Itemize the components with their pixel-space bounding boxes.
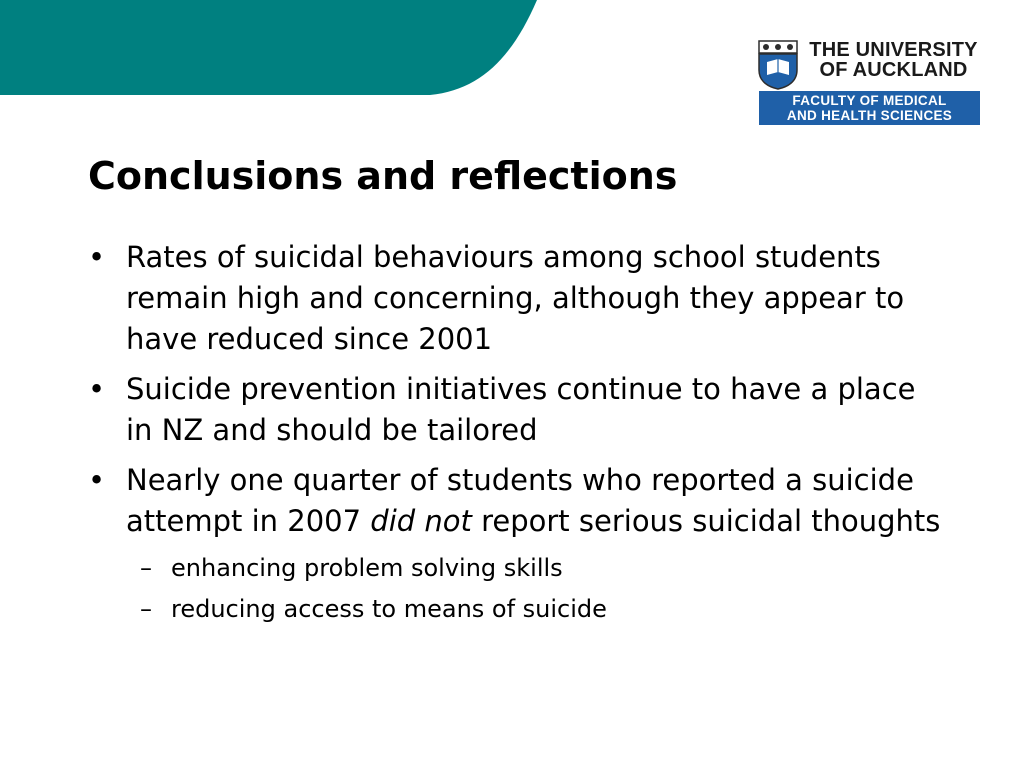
faculty-name-line2: AND HEALTH SCIENCES xyxy=(786,108,953,123)
sub-bullet-text: enhancing problem solving skills xyxy=(171,554,563,582)
header-teal-band xyxy=(0,0,540,95)
sub-bullet-marker: – xyxy=(140,595,152,623)
university-name-line1: THE UNIVERSITY xyxy=(809,39,978,61)
sub-bullet-text: reducing access to means of suicide xyxy=(171,595,607,623)
faculty-name-line1: FACULTY OF MEDICAL xyxy=(792,93,947,108)
bullet-text-emphasis: did not xyxy=(370,504,472,538)
bullet-marker: • xyxy=(88,463,106,497)
bullet-item xyxy=(88,460,948,542)
slide-title: Conclusions and reflections xyxy=(88,154,678,198)
bullet-marker: • xyxy=(88,372,106,406)
university-logo xyxy=(757,40,982,126)
sub-bullet-item xyxy=(88,592,948,626)
bullet-item xyxy=(88,237,948,360)
sub-bullet-item xyxy=(88,551,948,585)
bullet-text: Rates of suicidal behaviours among school students remain high and concerning, although they appear to have reduced since 2001 xyxy=(126,240,905,356)
bullet-list xyxy=(88,237,948,633)
sub-bullet-marker: – xyxy=(140,554,152,582)
bullet-text xyxy=(126,463,940,538)
university-crest-icon xyxy=(757,40,799,90)
bullet-marker: • xyxy=(88,240,106,274)
bullet-item xyxy=(88,369,948,451)
bullet-text-start: Nearly one quarter of students who reported a suicide attempt in 2007 xyxy=(126,463,914,538)
university-name-line2: OF AUCKLAND xyxy=(819,59,968,81)
bullet-text: Suicide prevention initiatives continue to have a place in NZ and should be tailored xyxy=(126,372,916,447)
faculty-banner xyxy=(759,91,980,125)
bullet-text-end: report serious suicidal thoughts xyxy=(471,504,941,538)
university-name xyxy=(805,40,982,80)
